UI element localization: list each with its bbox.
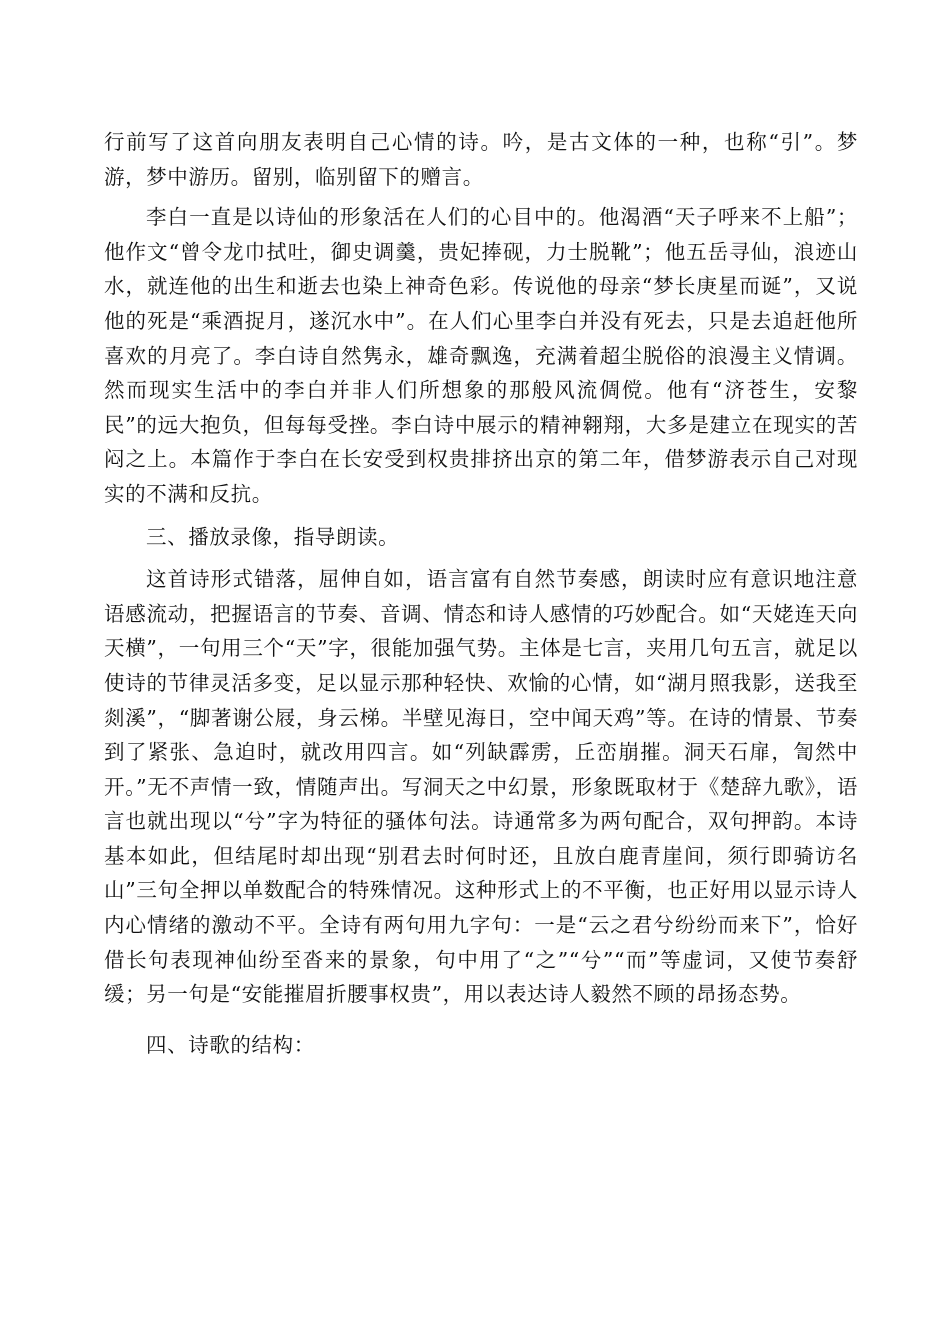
paragraph-reading-guidance: 这首诗形式错落，屈伸自如，语言富有自然节奏感，朗读时应有意识地注意语感流动，把握语言的节奏、音调、情态和诗人感情的巧妙配合。如“天姥连天向天横”，一句用三个“天”字，很能加强气势。主体是七言，夹用几句五言，就足以使诗的节律灵活多变，足以显示那种轻快、欢愉的心情，如“湖月照我影，送我至剡溪”，“脚著谢公屐，身云梯。半壁见海日，空中闻天鸡”等。在诗的情景、节奏到了紧张、急迫时，就改用四言。如“列缺霹雳，丘峦崩摧。洞天石扉，訇然中开。”无不声情一致，情随声出。写洞天之中幻景，形象既取材于《楚辞九歌》，语言也就出现以“兮”字为特征的骚体句法。诗通常多为两句配合，双句押韵。本诗基本如此，但结尾时却出现“别君去时何时还，且放白鹿青崖间，须行即骑访名山”三句全押以单数配合的特殊情况。这种形式上的不平衡，也正好用以显示诗人内心情绪的激动不平。全诗有两句用九字句：一是“云之君兮纷纷而来下”，恰好借长句表现神仙纷至沓来的景象，句中用了“之”“兮”“而”等虚词，又使节奏舒缓；另一句是“安能摧眉折腰事权贵”，用以表达诗人毅然不顾的昂扬态势。 <box>104 567 858 1007</box>
paragraph-li-bai-intro: 李白一直是以诗仙的形象活在人们的心目中的。他渴酒“天子呼来不上船”；他作文“曾令龙巾拭吐，御史调羹，贵妃捧砚，力士脱靴”；他五岳寻仙，浪迹山水，就连他的出生和逝去也染上神奇色彩。传说他的母亲“梦长庚星而诞”，又说他的死是“乘酒捉月，遂沉水中”。在人们心里李白并没有死去，只是去追赶他所喜欢的月亮了。李白诗自然隽永，雄奇飘逸，充满着超尘脱俗的浪漫主义情调。然而现实生活中的李白并非人们所想象的那般风流倜傥。他有“济苍生，安黎民”的远大抱负，但每每受挫。李白诗中展示的精神翱翔，大多是建立在现实的苦闷之上。本篇作于李白在长安受到权贵排挤出京的第二年，借梦游表示自己对现实的不满和反抗。 <box>104 205 858 506</box>
document-body <box>104 125 858 1062</box>
section-heading-reading: 三、播放录像，指导朗读。 <box>146 524 400 549</box>
paragraph-continuation: 行前写了这首向朋友表明自己心情的诗。吟，是古文体的一种，也称“引”。梦游，梦中游历。留别，临别留下的赠言。 <box>104 130 858 189</box>
section-heading-structure: 四、诗歌的结构： <box>146 1032 315 1057</box>
